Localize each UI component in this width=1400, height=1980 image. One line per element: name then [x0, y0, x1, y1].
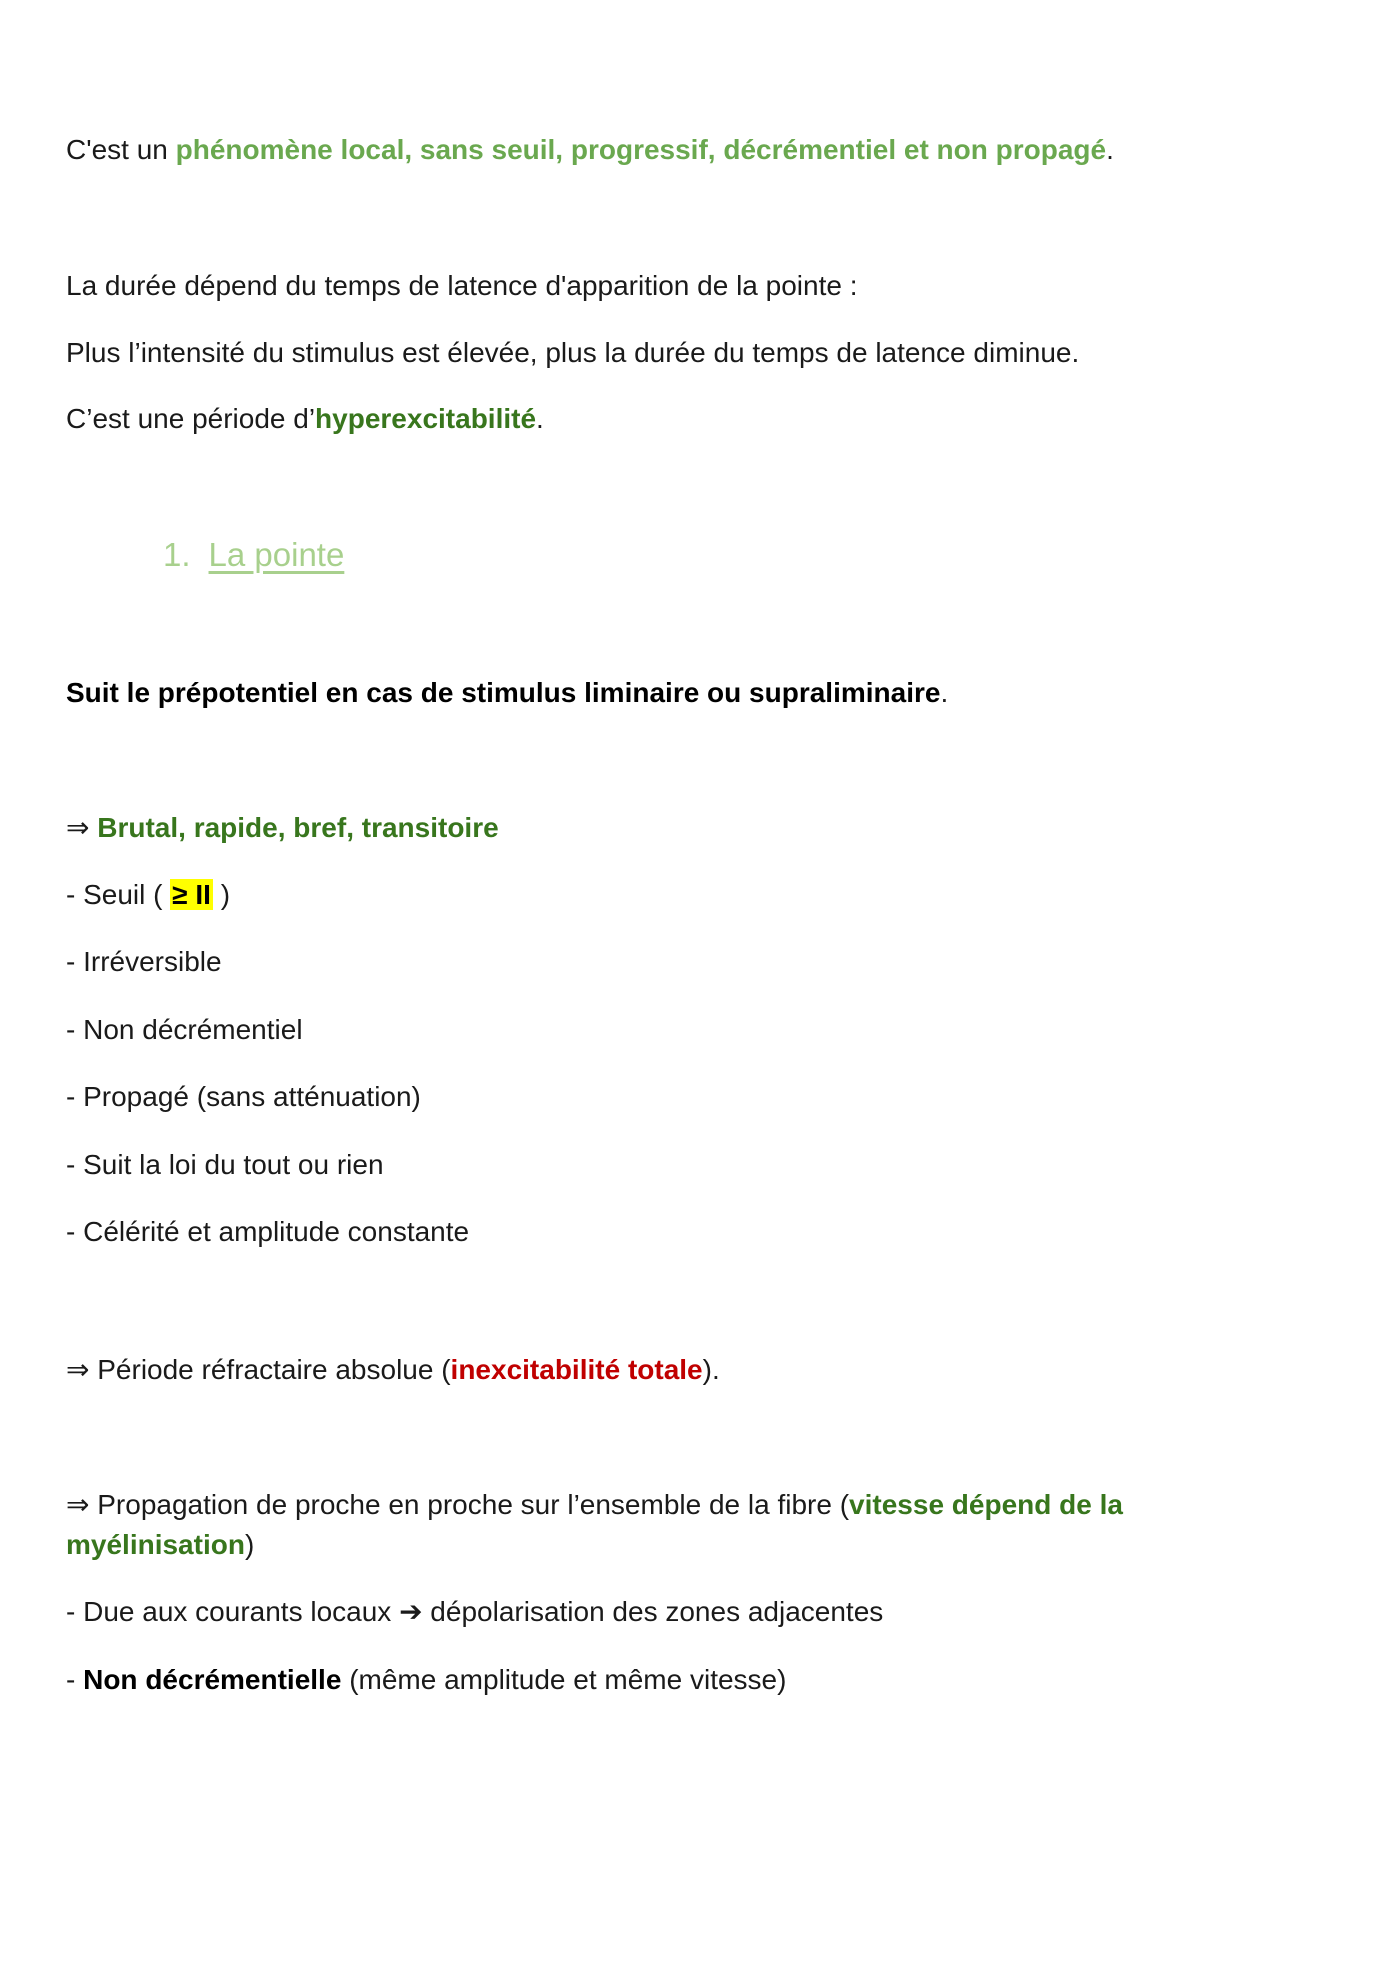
list-item-irreversible: - Irréversible — [66, 946, 222, 977]
emphasis-vitesse: vitesse dépend de la myélinisation — [66, 1489, 1123, 1560]
emphasis-phenomene: phénomène local, sans seuil, progressif, décrémentiel et non propagé — [175, 134, 1107, 165]
paragraph-brutal-rapide — [66, 808, 499, 848]
list-item-seuil: - Seuil ( ≥ II ) — [66, 879, 231, 910]
implies-arrow-icon: ⇒ — [66, 812, 90, 843]
list-item-propage: - Propagé (sans atténuation) — [66, 1081, 421, 1112]
paragraph-propagation: ⇒ Propagation de proche en proche sur l’ensemble de la fibre (vitesse dépend de la myélinisation) — [66, 1489, 1123, 1560]
heading-number: 1. — [163, 536, 191, 573]
paragraph-suit-prepotentiel: Suit le prépotentiel en cas de stimulus liminaire ou supraliminaire. — [66, 677, 949, 708]
emphasis-hyperexcitabilite: hyperexcitabilité — [315, 403, 537, 434]
paragraph-phenomene-local: C'est un phénomène local, sans seuil, progressif, décrémentiel et non propagé. — [66, 134, 1114, 165]
emphasis-brutal: Brutal, rapide, bref, transitoire — [97, 812, 499, 843]
paragraph-hyperexcitabilite: C’est une période d’hyperexcitabilité. — [66, 403, 544, 434]
list-item-non-decrementielle: - Non décrémentielle (même amplitude et même vitesse) — [66, 1664, 787, 1695]
paragraph-intensite: Plus l’intensité du stimulus est élevée, plus la durée du temps de latence diminue. — [66, 337, 1080, 368]
paragraph-duree: La durée dépend du temps de latence d'apparition de la pointe : — [66, 270, 858, 301]
implies-arrow-icon: ⇒ — [66, 1354, 90, 1385]
implies-arrow-icon: ⇒ — [66, 1489, 90, 1520]
highlight-seuil: ≥ II — [172, 879, 211, 910]
section-heading-la-pointe — [163, 535, 344, 575]
emphasis-inexcitabilite: inexcitabilité totale — [450, 1354, 703, 1385]
list-item-non-decrementiel: - Non décrémentiel — [66, 1014, 303, 1045]
list-item-tout-ou-rien: - Suit la loi du tout ou rien — [66, 1149, 384, 1180]
list-item-courants-locaux: - Due aux courants locaux ➔ dépolarisation des zones adjacentes — [66, 1596, 884, 1627]
emphasis-non-decrementielle: Non décrémentielle — [83, 1664, 342, 1695]
heading-title: La pointe — [208, 536, 345, 573]
paragraph-periode-refractaire: ⇒ Période réfractaire absolue (inexcitabilité totale). — [66, 1354, 720, 1385]
list-item-celerite: - Célérité et amplitude constante — [66, 1216, 470, 1247]
right-arrow-icon: ➔ — [399, 1596, 423, 1627]
